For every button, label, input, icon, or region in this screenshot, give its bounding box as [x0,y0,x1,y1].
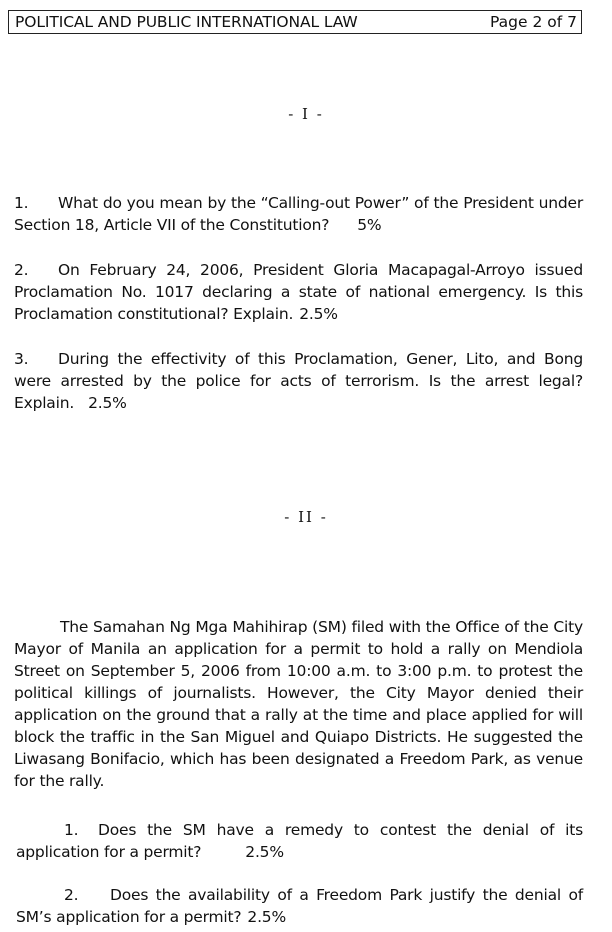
question-number: 2. [14,261,29,279]
question-points: 5% [357,216,382,234]
page-header [8,10,582,34]
question-number: 3. [14,350,29,368]
question-text: Does the SM have a remedy to contest the denial of its application for a permit? [16,821,583,861]
section-marker-i: - I - [288,105,324,123]
question-3 [14,348,583,414]
page-number: Page 2 of 7 [490,13,577,31]
sub-question-1 [16,819,583,863]
section-marker-ii: - II - [284,508,328,526]
question-points: 2.5% [245,843,284,861]
question-points: 2.5% [247,908,287,926]
question-text: During the effectivity of this Proclamation, Gener, Lito, and Bong were arrested by the police for acts of terrorism. Is the arrest legal? Explain. [14,350,583,412]
sub-question-2 [16,884,583,928]
question-number: 1. [64,821,79,839]
question-2 [14,259,583,325]
question-points: 2.5% [299,305,338,323]
question-number: 1. [14,194,29,212]
question-text: What do you mean by the “Calling-out Power” of the President under Section 18, Article VII of the Constitution? [14,194,583,234]
question-1 [14,192,583,236]
question-text: Does the availability of a Freedom Park justify the denial of SM’s application for a permit? [16,886,583,926]
header-title: POLITICAL AND PUBLIC INTERNATIONAL LAW [15,13,358,31]
question-points: 2.5% [88,394,127,412]
question-number: 2. [64,886,79,904]
facts-paragraph: The Samahan Ng Mga Mahihirap (SM) filed with the Office of the City Mayor of Manila an application for a permit to hold a rally on Mendiola Street on September 5, 2006 from 10:00 a.m. to 3:00 p.m. to protest the political killings of journalists. However, the City Mayor denied their application on the ground that a rally at the time and place applied for will block the traffic in the San Miguel and Quiapo Districts. He suggested the Liwasang Bonifacio, which has been designated a Freedom Park, as venue for the rally. [14,618,583,790]
question-text: On February 24, 2006, President Gloria Macapagal-Arroyo issued Proclamation No. 1017 declaring a state of national emergency. Is this Proclamation constitutional? Explain. [14,261,583,323]
